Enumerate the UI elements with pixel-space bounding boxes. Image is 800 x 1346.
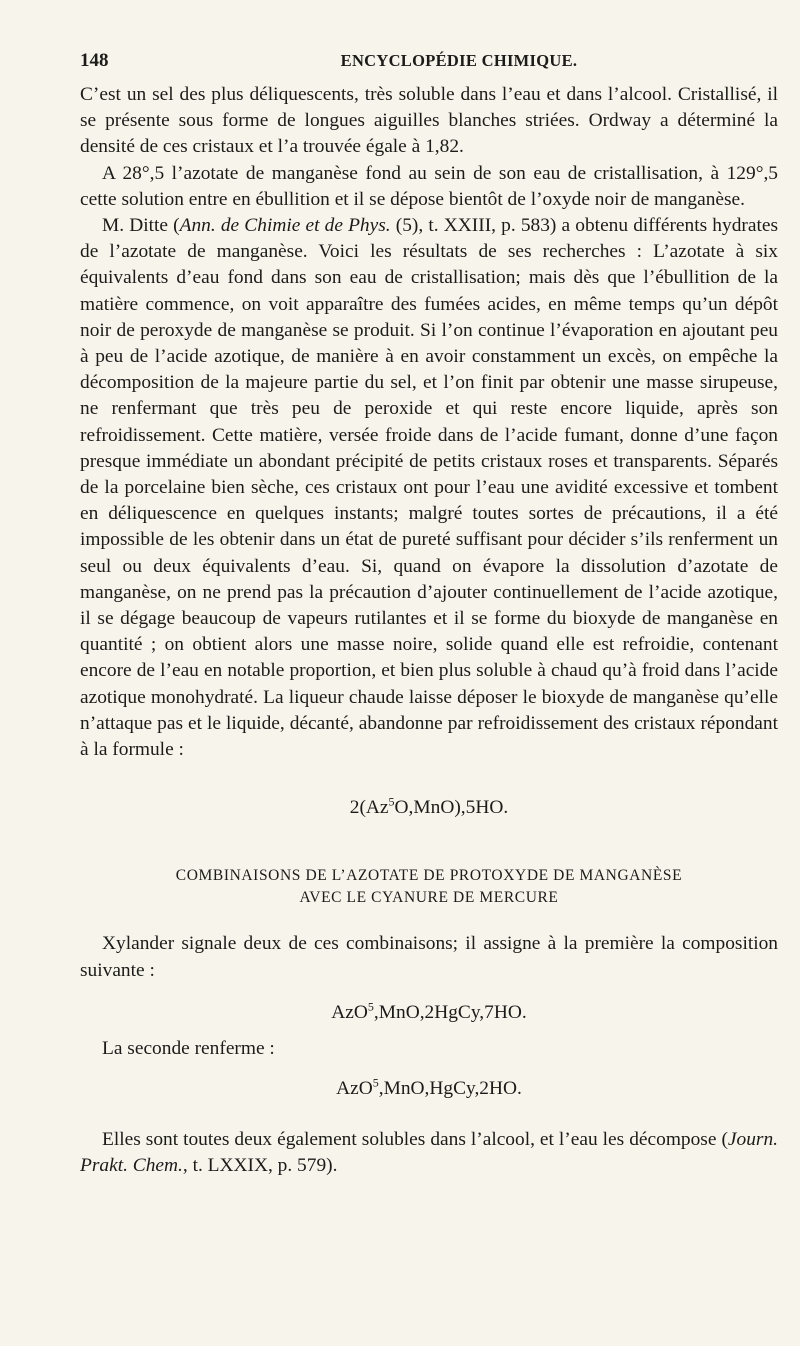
- paragraph-2: A 28°,5 l’azotate de manganèse fond au sein de son eau de cristallisation, à 129°,5 cette solution entre en ébullition et il se dépose bientôt de l’oxyde noir de manganèse.: [80, 162, 778, 210]
- journal-reference: Ann. de Chimie et de Phys.: [179, 215, 391, 237]
- paragraph-6-start: Elles sont toutes deux également solubles dans l’alcool, et l’eau les décompose (: [102, 1128, 728, 1150]
- paragraph-3-rest: (5), t. XXIII, p. 583) a obtenu différents hydrates de l’azotate de manganèse. Voici les résultats de ses recherches : L’azotate à six équivalents d’eau fond dans son eau de cristallisation; mais dès que l’ébullition de la matière commence, on voit apparaître des fumées acides, en même temps qu’un dépôt noir de peroxyde de manganèse se produit. Si l’on continue l’évaporation en ajoutant peu à peu de l’acide azotique, de manière à en avoir constamment un excès, on empêche la décomposition de la majeure partie du sel, et l’on finit par obtenir une masse sirupeuse, ne renfermant que très peu de peroxide et qui reste encore liquide, après son refroidissement. Cette matière, versée froide dans de l’acide fumant, donne d’une façon presque immédiate un abondant précipité de petits cristaux roses et transparents. Séparés de la porcelaine bien sèche, ces cristaux ont pour l’eau une avidité excessive et tombent en déliquescence en quelques instants; malgré toutes sortes de précautions, il a été impossible de les obtenir dans un état de pureté suffisant pour décider s’ils renferment un seul ou deux équivalents d’eau. Si, quand on évapore la dissolution d’azotate de manganèse, on ne prend pas la précaution d’ajouter continuellement de l’acide azotique, il se dégage beaucoup de vapeurs rutilantes et il se forme du bioxyde de manganèse en quantité ; on obtient alors une masse noire, solide quand elle est refroidie, contenant encore de l’eau en notable proportion, et bien plus soluble à chaud qu’à froid dans l’acide azotique monohydraté. La liqueur chaude laisse déposer le bioxyde de manganèse qu’elle n’attaque pas et le liquide, décanté, abandonne par refroidissement des cristaux répondant à la formule :: [80, 215, 778, 761]
- paragraph-3: [80, 213, 778, 763]
- formula-2-part-a: AzO: [331, 1001, 368, 1023]
- paragraph-6: [80, 1127, 778, 1179]
- formula-3-part-a: AzO: [336, 1078, 373, 1100]
- page-body: [80, 82, 778, 1179]
- page-header: [80, 50, 778, 80]
- section-title-line-1: COMBINAISONS DE L’AZOTATE DE PROTOXYDE DE MANGANÈSE: [175, 867, 683, 885]
- formula-1-part-a: 2(Az: [349, 797, 389, 819]
- section-title-line-2: AVEC LE CYANURE DE MERCURE: [299, 889, 559, 907]
- paragraph-6-rest: , t. LXXIX, p. 579).: [182, 1154, 338, 1176]
- running-title: ENCYCLOPÉDIE CHIMIQUE.: [340, 51, 578, 70]
- formula-1-part-b: O,MnO),5HO.: [394, 797, 509, 819]
- formula-2-superscript: 5: [367, 999, 374, 1014]
- paragraph-1: C’est un sel des plus déliquescents, très soluble dans l’eau et dans l’alcool. Cristallisé, il se présente sous forme de longues aiguilles blanches striées. Ordway a déterminé la densité de ces cristaux et l’a trouvée égale à 1,82.: [80, 84, 778, 158]
- paragraph-3-start: M. Ditte (: [102, 215, 180, 237]
- formula-2: [80, 1000, 778, 1026]
- paragraph-4: Xylander signale deux de ces combinaisons; il assigne à la première la composition suivante :: [80, 933, 778, 981]
- paragraph-5: La seconde renferme :: [102, 1038, 275, 1060]
- formula-3-part-b: ,MnO,HgCy,2HO.: [378, 1078, 522, 1100]
- section-title: [80, 865, 778, 909]
- formula-3: [80, 1076, 778, 1102]
- formula-2-part-b: ,MnO,2HgCy,7HO.: [373, 1001, 527, 1023]
- page-number: 148: [80, 50, 109, 71]
- journal-reference-2: Journ. Prakt. Chem.: [80, 1128, 778, 1176]
- formula-1: [80, 795, 778, 821]
- formula-1-superscript: 5: [388, 794, 395, 809]
- formula-3-superscript: 5: [372, 1075, 379, 1090]
